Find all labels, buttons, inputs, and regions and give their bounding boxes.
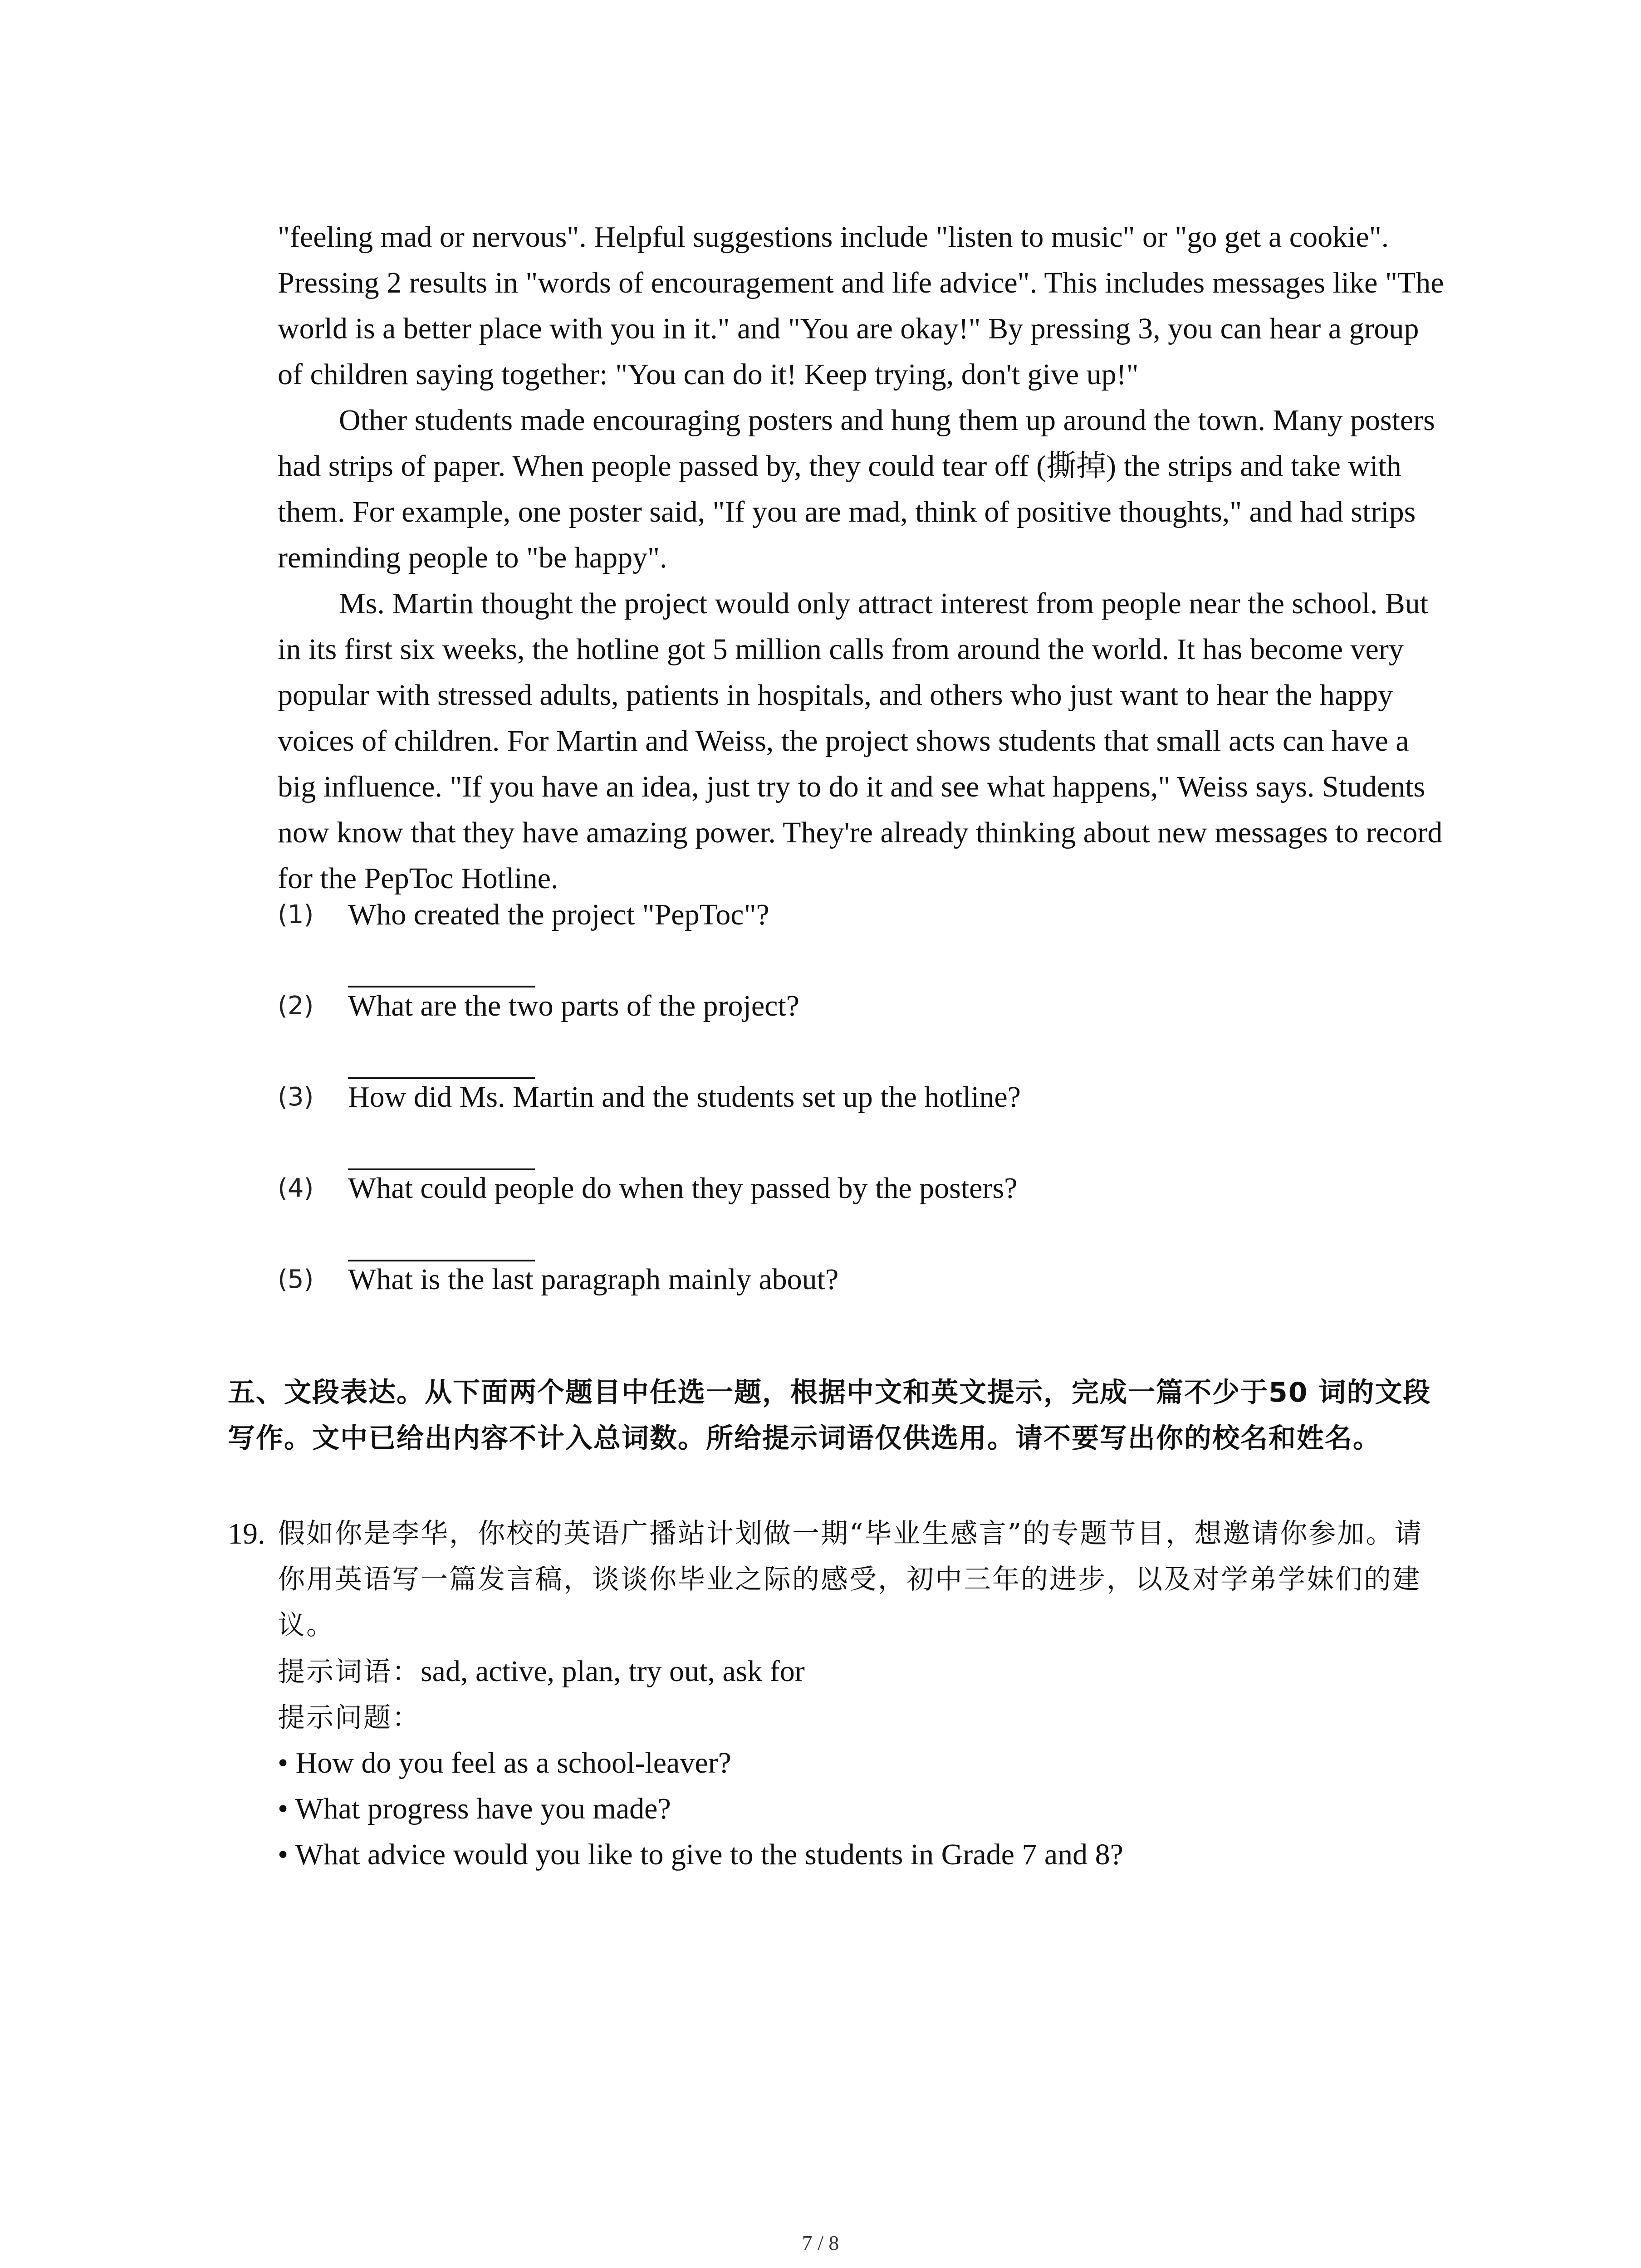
- question-4-text: What could people do when they passed by the posters?: [348, 1172, 1018, 1205]
- hint-questions-label: 提示问题：: [278, 1702, 421, 1734]
- question-1-number: (1): [278, 900, 314, 929]
- hint-question-1: • How do you feel as a school-leaver?: [278, 1746, 731, 1779]
- hint-words: sad, active, plan, try out, ask for: [421, 1655, 805, 1688]
- question-5-text: What is the last paragraph mainly about?: [348, 1263, 839, 1296]
- item-19-task: 假如你是李华，你校的英语广播站计划做一期“毕业生感言”的专题节目，想邀请你参加。请你用英语写一篇发言稿，谈谈你毕业之际的感受，初中三年的进步，以及对学弟学妹们的建议。: [278, 1518, 1423, 1641]
- question-4-number: (4): [278, 1173, 314, 1203]
- question-2-number: (2): [278, 991, 314, 1021]
- question-3-text: How did Ms. Martin and the students set up the hotline?: [348, 1080, 1021, 1114]
- question-5-number: (5): [278, 1265, 314, 1294]
- hint-words-label: 提示词语：: [278, 1656, 421, 1688]
- hint-question-2: • What progress have you made?: [278, 1792, 671, 1825]
- question-3-number: (3): [278, 1082, 314, 1112]
- hint-words-line: [278, 1648, 805, 1695]
- item-19-number: 19.: [228, 1517, 265, 1550]
- passage-paragraph-3: Ms. Martin thought the project would only attract interest from people near the school. But in its first six weeks, the hotline got 5 million calls from around the world. It has become very popular with stressed adults, patients in hospitals, and others who just want to hear the happy voices of children. For Martin and Weiss, the project shows students that small acts can have a big influence. "If you have an idea, just try to do it and see what happens," Weiss says. Students now know that they have amazing power. They're already thinking about new messages to record for the PepToc Hotline.: [278, 587, 1443, 895]
- section-5-title: 五、文段表达。从下面两个题目中任选一题，根据中文和英文提示，完成一篇不少于50 词的文段写作。文中已给出内容不计入总词数。所给提示词语仅供选用。请不要写出你的校名和姓名。: [228, 1377, 1431, 1454]
- passage-paragraph-1: "feeling mad or nervous". Helpful suggestions include "listen to music" or "go get a cookie". Pressing 2 results in "words of encouragement and life advice". This includes messages like "The world is a better place with you in it." and "You are okay!" By pressing 3, you can hear a group of children saying together: "You can do it! Keep trying, don't give up!": [278, 220, 1444, 391]
- question-2-text: What are the two parts of the project?: [348, 989, 800, 1022]
- page-number: 7 / 8: [802, 2231, 839, 2254]
- hint-question-3: • What advice would you like to give to the students in Grade 7 and 8?: [278, 1838, 1123, 1871]
- question-1-text: Who created the project "PepToc"?: [348, 898, 769, 931]
- hint-questions-label-line: [278, 1694, 421, 1741]
- passage-paragraph-2: Other students made encouraging posters and hung them up around the town. Many posters had strips of paper. When people passed by, they could tear off (撕掉) the strips and take with them. For example, one poster said, "If you are mad, think of positive thoughts," and had strips reminding people to "be happy".: [278, 404, 1435, 574]
